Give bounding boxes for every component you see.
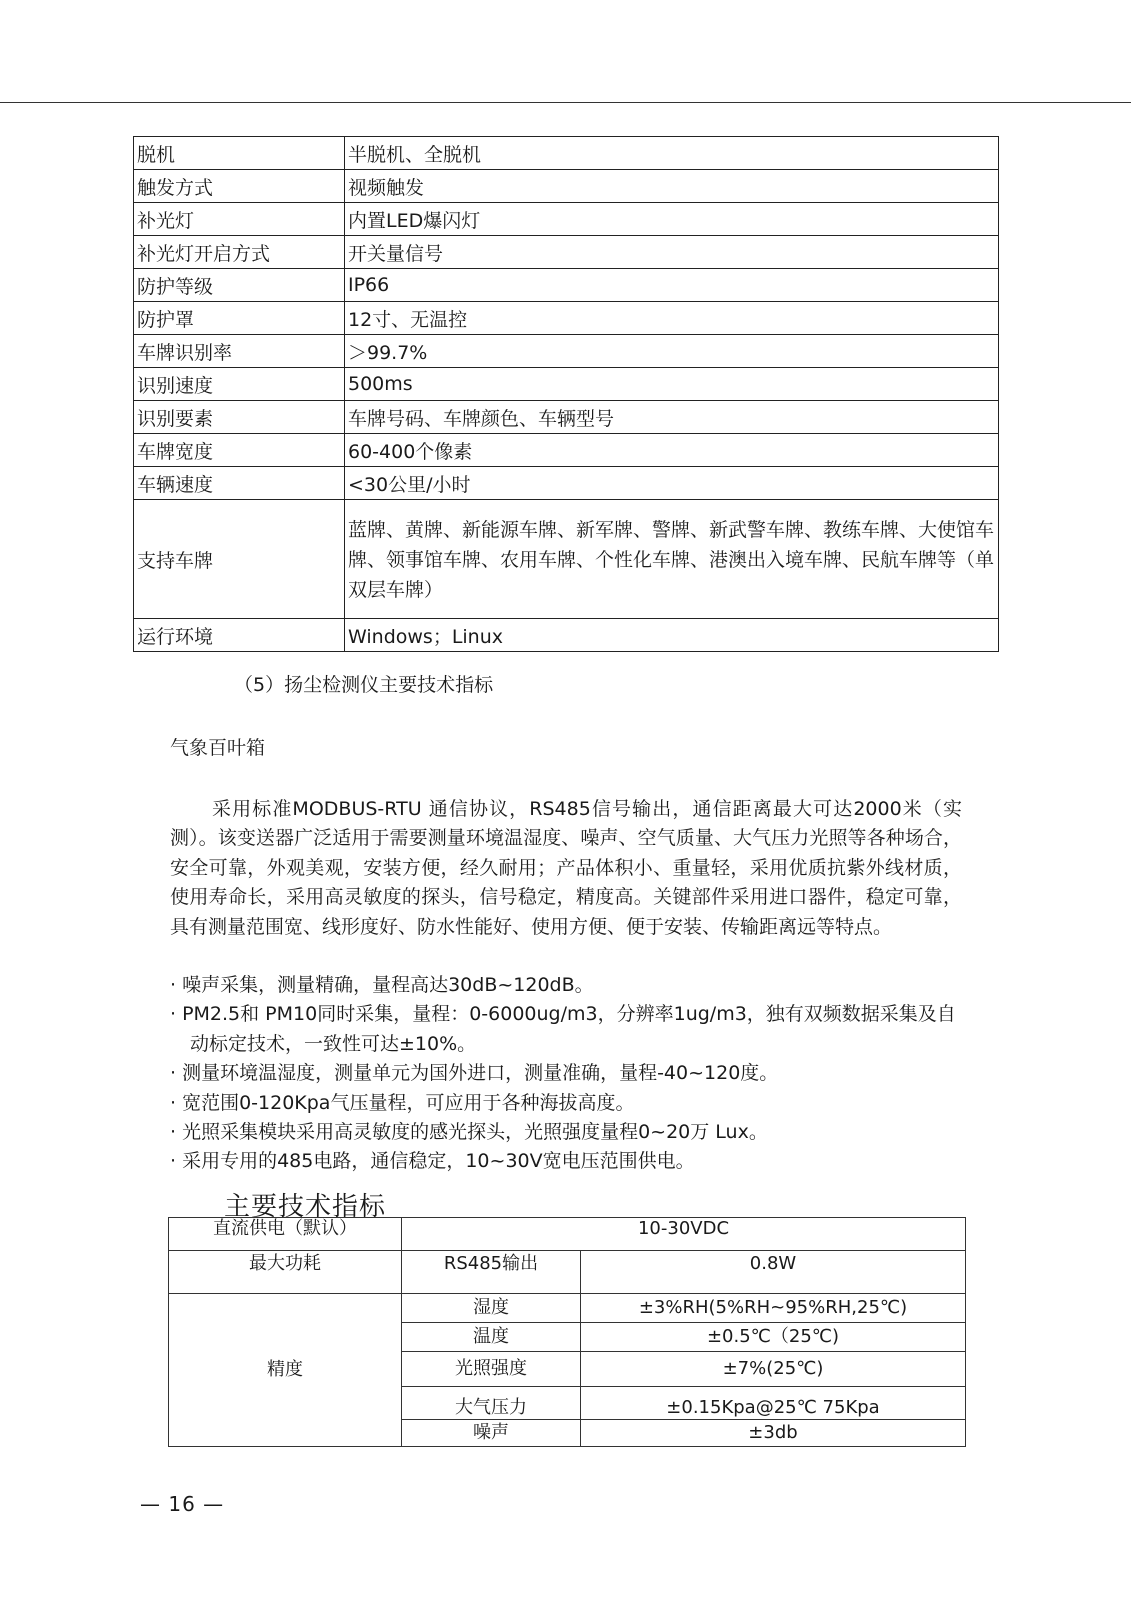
power-value: 10-30VDC (402, 1218, 966, 1251)
spec-key: 脱机 (134, 137, 345, 170)
accuracy-item: 噪声 (402, 1420, 581, 1447)
spec-value: ＞99.7% (345, 335, 999, 368)
max-power-value: 0.8W (581, 1251, 966, 1294)
spec-key: 识别速度 (134, 368, 345, 401)
table-row (134, 170, 999, 203)
spec-value: Windows；Linux (345, 619, 999, 652)
spec-value: 500ms (345, 368, 999, 401)
list-item: · 噪声采集，测量精确，量程高达30dB~120dB。 (170, 974, 594, 996)
spec-key: 防护罩 (134, 302, 345, 335)
list-item: · 宽范围0-120Kpa气压量程，可应用于各种海拔高度。 (170, 1091, 635, 1114)
list-item: · PM2.5和 PM10同时采集，量程：0-6000ug/m3，分辨率1ug/m3，独有双频数据采集及自动标定技术，一致性可达±10%。 (170, 1003, 956, 1055)
table-row (134, 467, 999, 500)
table-row (134, 137, 999, 170)
spec-value: 视频触发 (345, 170, 999, 203)
accuracy-item: 光照强度 (402, 1352, 581, 1387)
max-power-sub: RS485输出 (402, 1251, 581, 1294)
spec-key: 触发方式 (134, 170, 345, 203)
table-row (134, 302, 999, 335)
spec-value: 开关量信号 (345, 236, 999, 269)
table-row (134, 500, 999, 619)
accuracy-item: 湿度 (402, 1294, 581, 1323)
accuracy-value: ±0.15Kpa@25℃ 75Kpa (581, 1387, 966, 1420)
spec-key: 运行环境 (134, 619, 345, 652)
table-row (134, 203, 999, 236)
spec-value: IP66 (345, 269, 999, 302)
table-row (134, 335, 999, 368)
spec-value: <30公里/小时 (345, 467, 999, 500)
accuracy-item: 大气压力 (402, 1387, 581, 1420)
table-row (134, 401, 999, 434)
tech-table (168, 1217, 966, 1447)
accuracy-value: ±7%(25℃) (581, 1352, 966, 1387)
spec-key: 防护等级 (134, 269, 345, 302)
table-row (134, 368, 999, 401)
sub-heading: 气象百叶箱 (170, 737, 266, 759)
spec-key: 识别要素 (134, 401, 345, 434)
power-label: 直流供电（默认） (169, 1218, 402, 1251)
spec-key: 车牌识别率 (134, 335, 345, 368)
spec-value: 60-400个像素 (345, 434, 999, 467)
accuracy-value: ±3%RH(5%RH~95%RH,25℃) (581, 1294, 966, 1323)
accuracy-value: ±0.5℃（25℃) (581, 1323, 966, 1352)
table-row (134, 434, 999, 467)
table-row (169, 1251, 966, 1294)
list-item: · 采用专用的485电路，通信稳定，10~30V宽电压范围供电。 (170, 1150, 695, 1173)
max-power-label: 最大功耗 (169, 1251, 402, 1294)
spec-key: 车辆速度 (134, 467, 345, 500)
spec-key: 补光灯开启方式 (134, 236, 345, 269)
list-item: · 测量环境温湿度，测量单元为国外进口，测量准确，量程-40~120度。 (170, 1062, 779, 1085)
accuracy-value: ±3db (581, 1420, 966, 1447)
spec-value: 半脱机、全脱机 (345, 137, 999, 170)
list-item: · 光照采集模块采用高灵敏度的感光探头，光照强度量程0~20万 Lux。 (170, 1121, 768, 1144)
table-row (169, 1294, 966, 1323)
tech-table-title: 主要技术指标 (224, 1192, 387, 1222)
spec-value: 12寸、无温控 (345, 302, 999, 335)
spec-key: 车牌宽度 (134, 434, 345, 467)
spec-value: 车牌号码、车牌颜色、车辆型号 (345, 401, 999, 434)
table-row (134, 619, 999, 652)
spec-key: 补光灯 (134, 203, 345, 236)
table-row (134, 269, 999, 302)
spec-table (133, 136, 999, 652)
page-number: — 16 — (140, 1492, 225, 1516)
table-row (169, 1218, 966, 1251)
section-caption: （5）扬尘检测仪主要技术指标 (234, 674, 494, 696)
spec-value: 内置LED爆闪灯 (345, 203, 999, 236)
description-paragraph: 采用标准MODBUS-RTU 通信协议，RS485信号输出，通信距离最大可达2000米（实测）。该变送器广泛适用于需要测量环境温湿度、噪声、空气质量、大气压力光照等各种场合，安全可靠，外观美观，安装方便，经久耐用；产品体积小、重量轻，采用优质抗紫外线材质，使用寿命长，采用高灵敏度的探头，信号稳定，精度高。关键部件采用进口器件，稳定可靠，具有测量范围宽、线形度好、防水性能好、使用方便、便于安装、传输距离远等特点。 (170, 798, 962, 938)
spec-key: 支持车牌 (134, 500, 345, 619)
feature-list (170, 971, 960, 1177)
header-rule (0, 102, 1131, 103)
accuracy-label: 精度 (169, 1294, 402, 1447)
spec-value: 蓝牌、黄牌、新能源车牌、新军牌、警牌、新武警车牌、教练车牌、大使馆车牌、领事馆车牌、农用车牌、个性化车牌、港澳出入境车牌、民航车牌等（单双层车牌） (345, 500, 999, 619)
table-row (134, 236, 999, 269)
accuracy-item: 温度 (402, 1323, 581, 1352)
